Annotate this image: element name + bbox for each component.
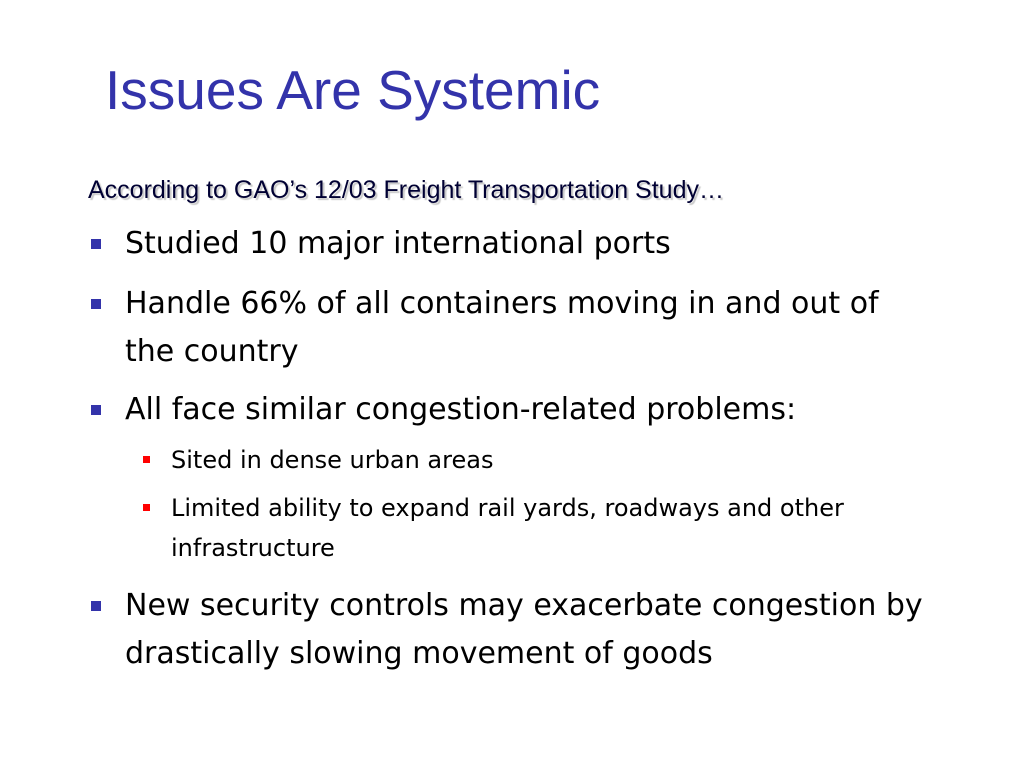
- sub-bullet-item: [171, 488, 951, 568]
- sub-bullet-text: Sited in dense urban areas: [171, 446, 494, 474]
- square-bullet-icon: [91, 239, 101, 249]
- bullet-text: Studied 10 major international ports: [125, 226, 671, 261]
- bullet-text: All face similar congestion-related problems:: [125, 392, 797, 427]
- square-bullet-icon: [91, 299, 101, 309]
- bullet-item: [125, 280, 925, 376]
- bullet-text: Handle 66% of all containers moving in and out of the country: [125, 286, 879, 369]
- slide-subtitle: According to GAO’s 12/03 Freight Transportation Study…: [88, 176, 724, 204]
- bullet-item: [125, 220, 925, 268]
- sub-bullet-text: Limited ability to expand rail yards, roadways and other infrastructure: [171, 494, 844, 562]
- square-bullet-icon: [143, 504, 150, 511]
- bullet-item: [125, 386, 925, 434]
- square-bullet-icon: [91, 601, 101, 611]
- bullet-text: New security controls may exacerbate congestion by drastically slowing movement of goods: [125, 588, 923, 671]
- slide-title: Issues Are Systemic: [105, 59, 601, 121]
- sub-bullet-item: [171, 440, 951, 480]
- bullet-item: [125, 582, 925, 678]
- square-bullet-icon: [91, 405, 101, 415]
- square-bullet-icon: [143, 456, 150, 463]
